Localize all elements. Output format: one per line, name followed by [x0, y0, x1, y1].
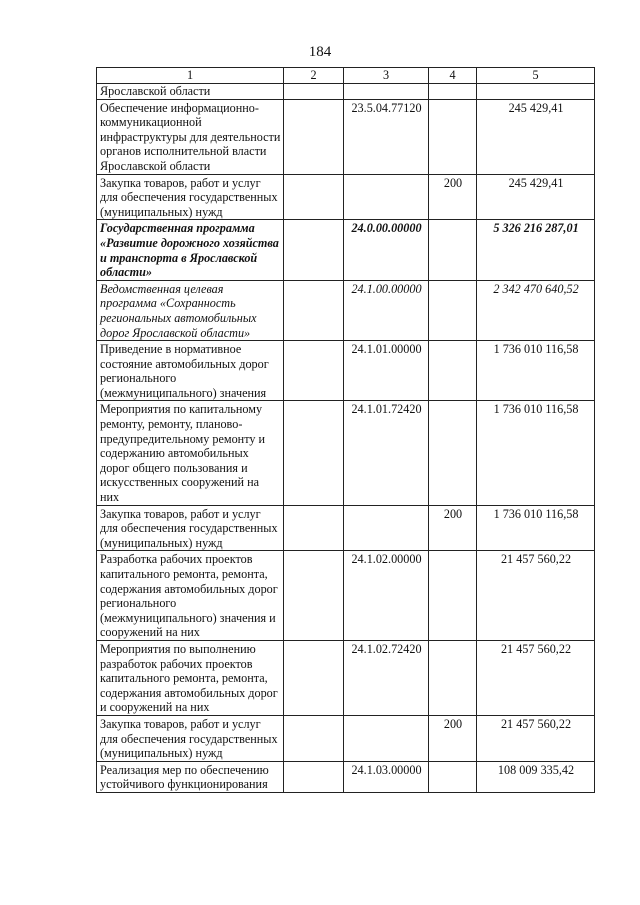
row-type-cell: [429, 84, 477, 100]
row-amount-cell: 1 736 010 116,58: [477, 505, 595, 551]
row-type-cell: [429, 341, 477, 401]
row-name-cell: Мероприятия по капитальному ремонту, ремонту, планово-предупредительному ремонту и содержанию автомобильных дорог общего пользования и искусственных сооружений на них: [97, 401, 284, 505]
row-name-cell: Закупка товаров, работ и услуг для обеспечения государственных (муниципальных) нужд: [97, 505, 284, 551]
table-row: [97, 715, 595, 761]
row-type-cell: [429, 551, 477, 641]
row-type-cell: 200: [429, 715, 477, 761]
row-name-cell: Обеспечение информационно-коммуникационной инфраструктуры для деятельности органов исполнительной власти Ярославской области: [97, 99, 284, 174]
table-row: [97, 84, 595, 100]
row-code-cell: 24.1.03.00000: [344, 761, 429, 792]
row-type-cell: [429, 761, 477, 792]
table-row: [97, 640, 595, 715]
row-col2-cell: [284, 505, 344, 551]
row-col2-cell: [284, 401, 344, 505]
row-name-cell: Приведение в нормативное состояние автомобильных дорог регионального (межмуниципального) значения: [97, 341, 284, 401]
row-name-cell: Ведомственная целевая программа «Сохранность региональных автомобильных дорог Ярославской области»: [97, 280, 284, 340]
row-code-cell: [344, 84, 429, 100]
row-name-cell: Закупка товаров, работ и услуг для обеспечения государственных (муниципальных) нужд: [97, 715, 284, 761]
header-col-3: 3: [344, 68, 429, 84]
table-header-row: [97, 68, 595, 84]
table-row: [97, 341, 595, 401]
row-col2-cell: [284, 761, 344, 792]
row-amount-cell: 2 342 470 640,52: [477, 280, 595, 340]
row-name-cell: Ярославской области: [97, 84, 284, 100]
table-row: [97, 280, 595, 340]
row-code-cell: 24.1.01.72420: [344, 401, 429, 505]
row-code-cell: 24.1.01.00000: [344, 341, 429, 401]
row-name-cell: Государственная программа «Развитие дорожного хозяйства и транспорта в Ярославской области»: [97, 220, 284, 280]
row-amount-cell: 1 736 010 116,58: [477, 401, 595, 505]
row-type-cell: [429, 640, 477, 715]
row-type-cell: 200: [429, 505, 477, 551]
row-col2-cell: [284, 84, 344, 100]
row-type-cell: [429, 220, 477, 280]
row-col2-cell: [284, 99, 344, 174]
row-name-cell: Реализация мер по обеспечению устойчивого функционирования: [97, 761, 284, 792]
table-row: [97, 761, 595, 792]
row-type-cell: [429, 401, 477, 505]
row-col2-cell: [284, 640, 344, 715]
page-number: 184: [308, 44, 332, 60]
row-col2-cell: [284, 220, 344, 280]
row-code-cell: [344, 174, 429, 220]
row-amount-cell: [477, 84, 595, 100]
header-col-5: 5: [477, 68, 595, 84]
table-row: [97, 505, 595, 551]
row-type-cell: 200: [429, 174, 477, 220]
row-amount-cell: 245 429,41: [477, 99, 595, 174]
row-code-cell: [344, 715, 429, 761]
table-body: [97, 84, 595, 793]
row-amount-cell: 21 457 560,22: [477, 551, 595, 641]
row-col2-cell: [284, 715, 344, 761]
table-row: [97, 174, 595, 220]
row-type-cell: [429, 99, 477, 174]
row-amount-cell: 108 009 335,42: [477, 761, 595, 792]
row-code-cell: 24.1.02.72420: [344, 640, 429, 715]
row-type-cell: [429, 280, 477, 340]
header-col-4: 4: [429, 68, 477, 84]
row-amount-cell: 21 457 560,22: [477, 640, 595, 715]
header-col-2: 2: [284, 68, 344, 84]
row-code-cell: 24.1.00.00000: [344, 280, 429, 340]
budget-table: [96, 67, 595, 793]
row-code-cell: 24.1.02.00000: [344, 551, 429, 641]
row-amount-cell: 1 736 010 116,58: [477, 341, 595, 401]
row-col2-cell: [284, 174, 344, 220]
table-row: [97, 99, 595, 174]
table-row: [97, 220, 595, 280]
table-row: [97, 551, 595, 641]
row-code-cell: 23.5.04.77120: [344, 99, 429, 174]
row-name-cell: Мероприятия по выполнению разработок рабочих проектов капитального ремонта, ремонта, содержания автомобильных дорог и сооружений на них: [97, 640, 284, 715]
row-amount-cell: 245 429,41: [477, 174, 595, 220]
row-amount-cell: 5 326 216 287,01: [477, 220, 595, 280]
row-name-cell: Разработка рабочих проектов капитального ремонта, ремонта, содержания автомобильных дорог регионального (межмуниципального) значения и сооружений на них: [97, 551, 284, 641]
header-col-1: 1: [97, 68, 284, 84]
row-name-cell: Закупка товаров, работ и услуг для обеспечения государственных (муниципальных) нужд: [97, 174, 284, 220]
row-amount-cell: 21 457 560,22: [477, 715, 595, 761]
row-code-cell: 24.0.00.00000: [344, 220, 429, 280]
row-col2-cell: [284, 280, 344, 340]
table-row: [97, 401, 595, 505]
row-col2-cell: [284, 551, 344, 641]
row-col2-cell: [284, 341, 344, 401]
row-code-cell: [344, 505, 429, 551]
